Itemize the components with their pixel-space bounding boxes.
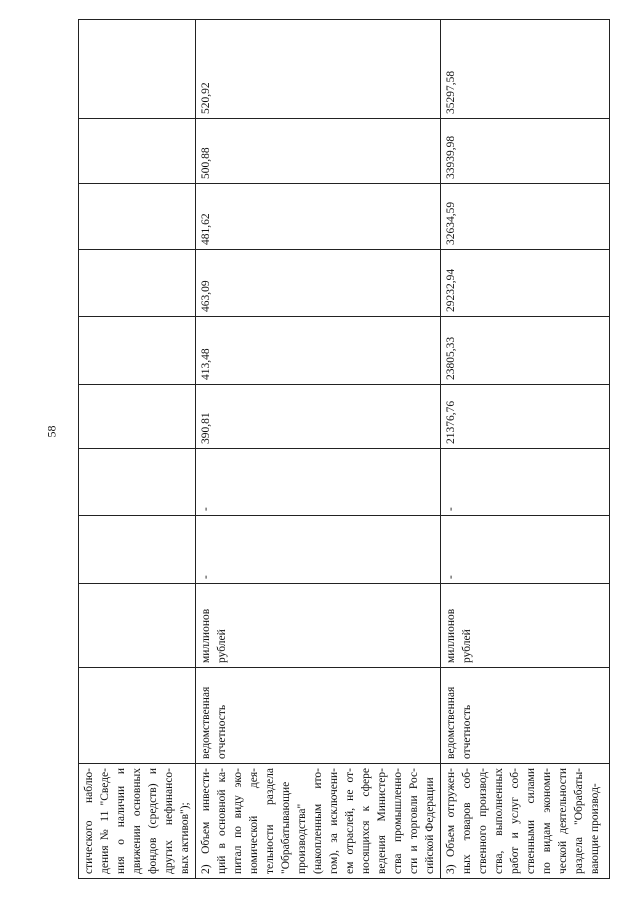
value-cell: 520,92 xyxy=(196,20,441,119)
source-cell xyxy=(79,668,196,764)
table-row xyxy=(441,20,610,879)
source-cell: ведомственная отчетность xyxy=(441,668,610,764)
value-cell xyxy=(79,184,196,250)
value-cell xyxy=(79,317,196,385)
value-cell: 35297,58 xyxy=(441,20,610,119)
value-cell: 23805,33 xyxy=(441,317,610,385)
indicators-table xyxy=(78,19,610,879)
page-number: 58 xyxy=(44,425,59,438)
value-cell xyxy=(79,250,196,317)
value-cell: 463,09 xyxy=(196,250,441,317)
value-cell: 481,62 xyxy=(196,184,441,250)
value-cell: 33939,98 xyxy=(441,119,610,184)
rotated-table-container xyxy=(78,20,601,879)
value-cell: - xyxy=(441,449,610,516)
unit-cell: миллионов рублей xyxy=(196,584,441,668)
value-cell xyxy=(79,119,196,184)
value-cell: 29232,94 xyxy=(441,250,610,317)
indicator-cell: стического наблю-дения № 11 "Сведе-ния о наличии и движении основных фондов (средств) и других нефинансо-вых активов"); xyxy=(79,764,196,879)
value-cell: - xyxy=(441,516,610,584)
indicator-cell: 2) Объем инвести-ций в основной ка-питал по виду эко-номической дея-тельности раздела "Обрабатывающие производства" (накопленным ито-гом), за исключени-ем отраслей, не от-носящихся к сфере ведения Министер-ства промышленно-сти и торговли Рос-сийской Федерации xyxy=(196,764,441,879)
value-cell: 21376,76 xyxy=(441,385,610,449)
value-cell xyxy=(79,385,196,449)
table-row xyxy=(79,20,196,879)
value-cell: 413,48 xyxy=(196,317,441,385)
value-cell xyxy=(79,20,196,119)
value-cell xyxy=(79,516,196,584)
value-cell: - xyxy=(196,516,441,584)
unit-cell: миллионов рублей xyxy=(441,584,610,668)
source-cell: ведомственная отчетность xyxy=(196,668,441,764)
value-cell: 390,81 xyxy=(196,385,441,449)
value-cell xyxy=(79,449,196,516)
table-row xyxy=(196,20,441,879)
value-cell: 32634,59 xyxy=(441,184,610,250)
unit-cell xyxy=(79,584,196,668)
value-cell: - xyxy=(196,449,441,516)
indicator-cell: 3) Объем отгружен-ных товаров соб-ственного производ-ства, выполненных работ и услуг соб-ственными силами по видам экономи-ческой деятельности раздела "Обрабаты-вающие производ- xyxy=(441,764,610,879)
value-cell: 500,88 xyxy=(196,119,441,184)
